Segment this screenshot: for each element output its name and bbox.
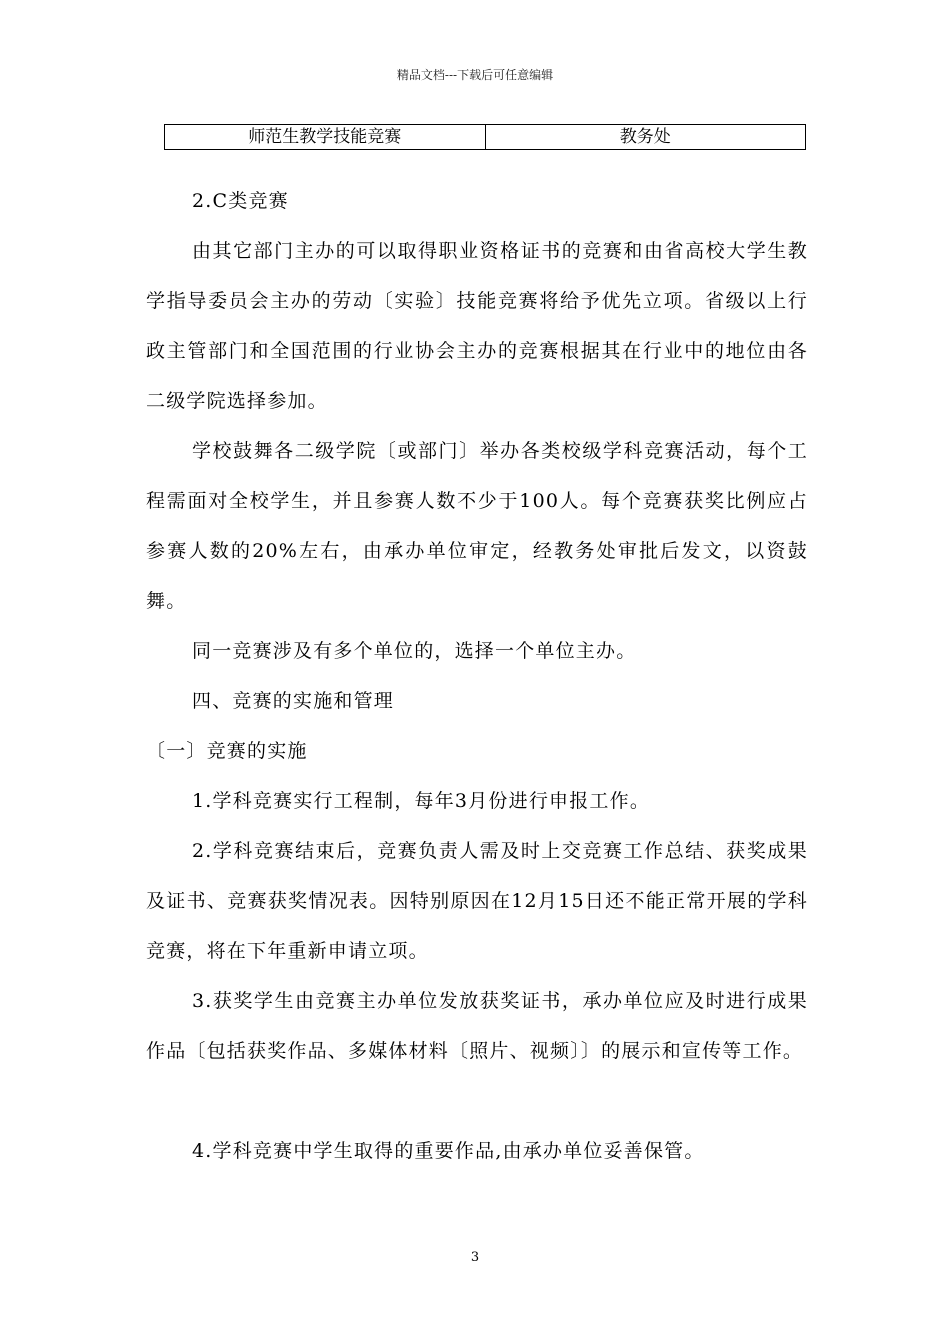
table-row (164, 124, 806, 150)
paragraph-multiple-units: 同一竞赛涉及有多个单位的，选择一个单位主办。 (192, 640, 637, 662)
paragraph-item-3: 3.获奖学生由竞赛主办单位发放获奖证书，承办单位应及时进行成果作品〔包括获奖作品、多媒体材料〔照片、视频〕〕的展示和宣传等工作。 (146, 990, 808, 1062)
page-number: 3 (470, 1250, 480, 1265)
paragraph-item-4: 4.学科竞赛中学生取得的重要作品,由承办单位妥善保管。 (192, 1140, 705, 1162)
table-cell-department: 教务处 (485, 125, 806, 149)
paragraph-c-competitions: 由其它部门主办的可以取得职业资格证书的竞赛和由省高校大学生教学指导委员会主办的劳动〔实验〕技能竞赛将给予优先立项。省级以上行政主管部门和全国范围的行业协会主办的竞赛根据其在行业中的地位由各二级学院选择参加。 (146, 240, 808, 412)
subsection-heading-implementation: 〔一〕竞赛的实施 (146, 740, 308, 762)
table-cell-competition: 师范生教学技能竞赛 (248, 127, 402, 147)
paragraph-item-2: 2.学科竞赛结束后，竞赛负责人需及时上交竞赛工作总结、获奖成果及证书、竞赛获奖情况表。因特别原因在12月15日还不能正常开展的学科竞赛，将在下年重新申请立项。 (146, 840, 808, 962)
page-header: 精品文档---下载后可任意编辑 (396, 68, 554, 82)
paragraph-item-1: 1.学科竞赛实行工程制，每年3月份进行申报工作。 (192, 790, 651, 812)
section-heading-c-competitions: 2.C类竞赛 (192, 190, 289, 212)
paragraph-school-encouragement: 学校鼓舞各二级学院〔或部门〕举办各类校级学科竞赛活动，每个工程需面对全校学生，并且参赛人数不少于100人。每个竞赛获奖比例应占参赛人数的20%左右，由承办单位审定，经教务处审批后发文，以资鼓舞。 (146, 440, 808, 612)
section-heading-implementation-management: 四、竞赛的实施和管理 (192, 690, 395, 712)
